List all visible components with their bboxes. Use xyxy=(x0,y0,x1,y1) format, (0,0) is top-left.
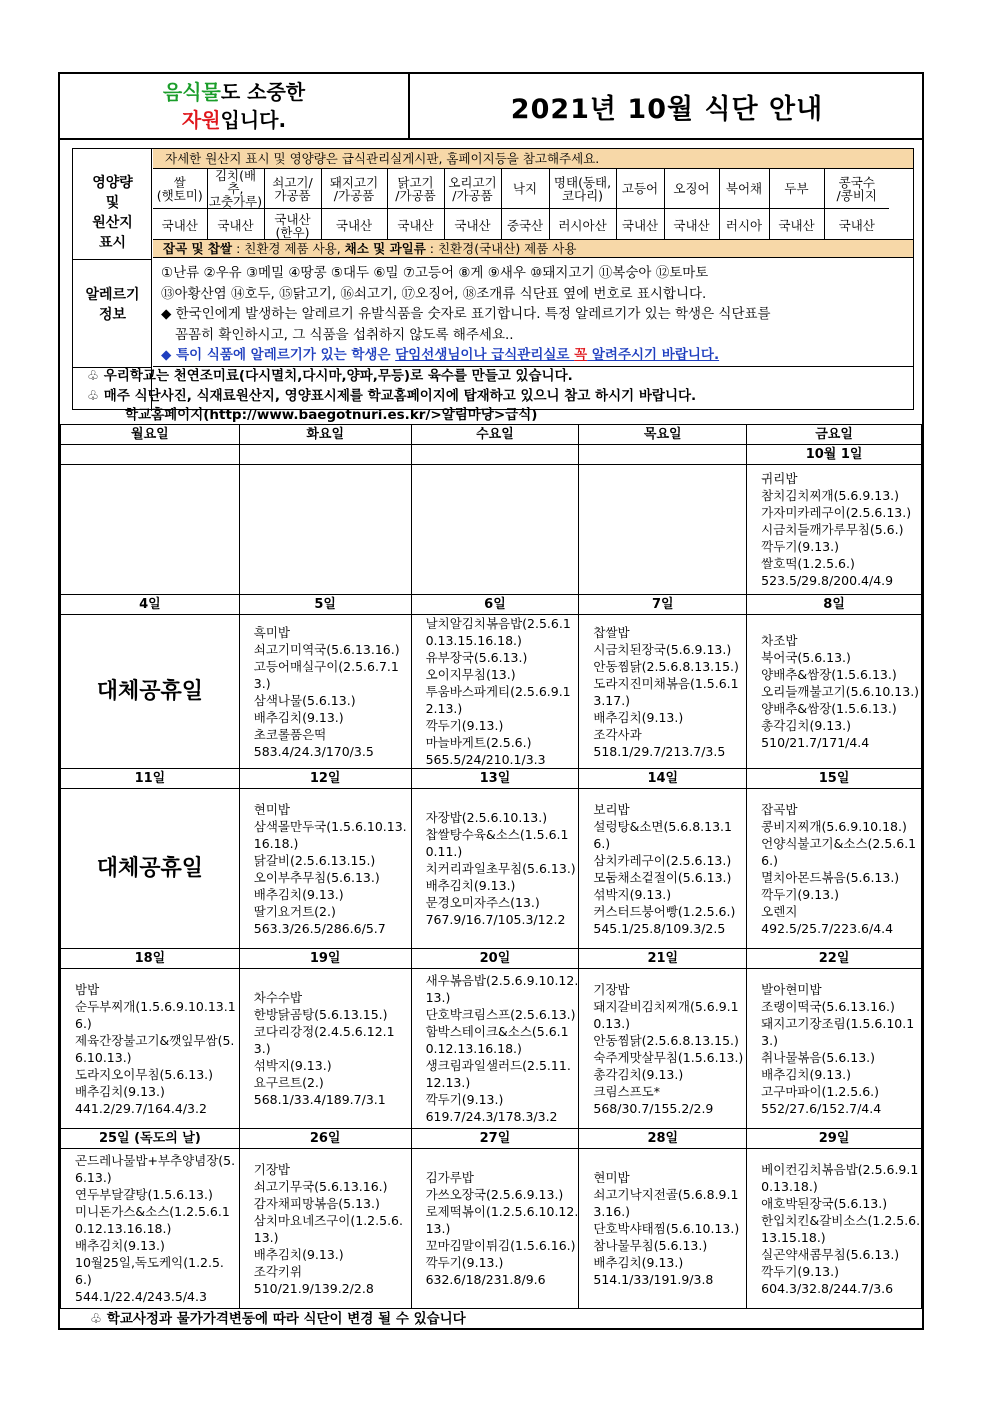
menu-cell xyxy=(579,969,747,1129)
menu-items: 흑미밥 쇠고기미역국(5.6.13.16.) 고등어매실구이(2.5.6.7.13.) 삼색나물(5.6.13.) 배추김치(9.13.) 초코롤품은떡 583.4/24.3/170/3.5 xyxy=(253,624,400,759)
origin-country: 러시아산 xyxy=(549,209,616,243)
weekday-header: 월요일 xyxy=(61,425,240,445)
date-cell xyxy=(411,445,579,465)
menu-cell xyxy=(239,615,411,769)
origin-country: 러시아 xyxy=(719,209,769,243)
note-homepage: ♧ 매주 식단사진, 식재료원산지, 영양표시제를 학교홈페이지에 탑재하고 있으니 참고 하시기 바랍니다. xyxy=(87,387,697,404)
notes xyxy=(87,367,913,426)
menu-cell xyxy=(579,789,747,949)
date-cell xyxy=(579,445,747,465)
origin-notice: 자세한 원산지 표시 및 영양량은 급식관리실게시판, 홈페이지등을 참고해주세요. xyxy=(153,149,913,169)
eco-notice: 잡곡 및 찹쌀 : 친환경 제품 사용, 채소 및 과일류 : 친환경(국내산) 제품 사용 xyxy=(153,239,913,258)
menu-items: 현미밥 삼색몰만두국(1.5.6.10.13.16.18.) 닭갈비(2.5.6.13.15.) 오이부추무침(5.6.13.) 배추김치(9.13.) 딸기요거트(2.) 563.3/26.5/286.6/5.7 xyxy=(253,801,407,936)
allergy-label: 알레르기 정보 xyxy=(85,287,140,323)
date-cell: 27일 xyxy=(411,1129,579,1149)
menu-cell xyxy=(239,969,411,1129)
origin-label: 영양량 및 원산지 표시 xyxy=(92,175,133,251)
date-cell: 22일 xyxy=(747,949,922,969)
menu-cell xyxy=(747,1149,922,1309)
menu-items: 찹쌀밥 시금치된장국(5.6.9.13.) 안동찜닭(2.5.6.8.13.15.) 도라지진미채볶음(1.5.6.13.17.) 배추김치(9.13.) 조각사과 518.1/29.7/213.7/3.5 xyxy=(593,624,739,759)
info-box xyxy=(72,148,914,423)
date-cell: 14일 xyxy=(579,769,747,789)
menu-cell xyxy=(411,1149,579,1309)
menu-items: 김가루밥 가쓰오장국(2.5.6.9.13.) 로제떡볶이(1.2.5.6.10.12.13.) 꼬마김말이튀김(1.5.6.16.) 깍두기(9.13.) 632.6/18/231.8/9.6 xyxy=(425,1170,579,1287)
menu-items: 날치알김치볶음밥(2.5.6.10.13.15.16.18.) 유부장국(5.6.13.) 오이지무침(13.) 투움바스파게티(2.5.6.9.12.13.) 깍두기(9.13.) 마늘바게트(2.5.6.) 565.5/24/210.1/3.3 xyxy=(425,616,571,767)
menu-cell xyxy=(747,789,922,949)
date-cell: 28일 xyxy=(579,1129,747,1149)
menu-items: 기장밥 쇠고기무국(5.6.13.16.) 감자채피망볶음(5.13.) 삼치마요네즈구이(1.2.5.6.13.) 배추김치(9.13.) 조각키위 510/21.9/139.2/2.8 xyxy=(253,1161,403,1296)
note-broth: ♧ 우리학교는 천연조미료(다시멸치,다시마,양파,무등)로 육수를 만들고 있습니다. xyxy=(87,368,573,384)
menu-cell xyxy=(411,465,579,595)
origin-country: 국내산 xyxy=(616,209,664,243)
slogan-text-2: 입니다. xyxy=(220,108,287,132)
origin-item: 고등어 xyxy=(616,169,664,209)
menu-items: 현미밥 쇠고기낙지전골(5.6.8.9.13.16.) 단호박샤태찜(5.6.10.13.) 참나물무침(5.6.13.) 배추김치(9.13.) 514.1/33/191.9/3.8 xyxy=(593,1170,740,1287)
origin-item: 두부 xyxy=(769,169,824,209)
date-cell: 8일 xyxy=(747,595,922,615)
origin-item: 돼지고기 /가공품 xyxy=(321,169,387,209)
origin-item: 김치(배추, 고춧가루) xyxy=(208,168,263,209)
allergy-info xyxy=(153,259,913,367)
origin-country: 국내산 xyxy=(153,209,207,243)
allergy-line-5: ◆ 특이 식품에 알레르기가 있는 학생은 담임선생님이나 급식관리실로 꼭 알려주시기 바랍니다. xyxy=(161,347,720,363)
holiday-cell: 대체공휴일 xyxy=(61,789,240,949)
footer-note: ♧ 학교사정과 물가가격변동에 따라 식단이 변경 될 수 있습니다 xyxy=(90,1311,466,1327)
date-cell: 21일 xyxy=(579,949,747,969)
date-cell: 18일 xyxy=(61,949,240,969)
menu-cell xyxy=(61,969,240,1129)
menu-cell xyxy=(747,615,922,769)
menu-items: 밤밥 순두부찌개(1.5.6.9.10.13.16.) 제육간장불고기&깻잎무쌈(5.6.10.13.) 도라지오이무침(5.6.13.) 배추김치(9.13.) 441.2/29.7/164.4/3.2 xyxy=(75,981,236,1116)
slogan xyxy=(60,74,410,138)
weekday-header: 화요일 xyxy=(239,425,411,445)
date-cell: 10월 1일 xyxy=(747,445,922,465)
menu-cell xyxy=(239,789,411,949)
origin-country: 국내산 (한우) xyxy=(264,209,321,243)
date-cell: 26일 xyxy=(239,1129,411,1149)
origin-country: 국내산 xyxy=(207,209,264,243)
menu-page xyxy=(58,72,924,1330)
date-cell xyxy=(239,445,411,465)
menu-cell xyxy=(411,969,579,1129)
origin-country: 중국산 xyxy=(501,209,549,243)
date-cell: 15일 xyxy=(747,769,922,789)
date-cell: 7일 xyxy=(579,595,747,615)
date-cell: 5일 xyxy=(239,595,411,615)
menu-items: 곤드레나물밥+부추양념장(5.6.13.) 연두부달걀탕(1.5.6.13.) 미니돈가스&소스(1.2.5.6.10.12.13.16.18.) 배추김치(9.13.) 10월25일,독도케익(1.2.5.6.) 544.1/22.4/243.5/4.3 xyxy=(75,1153,236,1304)
menu-items: 기장밥 돼지갈비김치찌개(5.6.9.10.13.) 안동찜닭(2.5.6.8.13.15.) 숙주게맛살무침(1.5.6.13.) 총각김치(9.13.) 크림스프도* 568/30.7/155.2/2.9 xyxy=(593,981,744,1116)
origin-table xyxy=(153,169,889,243)
date-cell: 11일 xyxy=(61,769,240,789)
date-cell: 19일 xyxy=(239,949,411,969)
menu-cell xyxy=(239,465,411,595)
date-cell: 6일 xyxy=(411,595,579,615)
menu-items: 잡곡밥 콩비지찌개(5.6.9.10.18.) 언양식불고기&소스(2.5.6.16.) 멸치아몬드볶음(5.6.13.) 깍두기(9.13.) 오렌지 492.5/25.7/223.6/4.4 xyxy=(761,801,917,936)
origin-item: 콩국수 /콩비지 xyxy=(824,169,889,209)
slogan-highlight-resource: 자원 xyxy=(181,108,221,132)
origin-item: 닭고기 /가공품 xyxy=(387,169,444,209)
holiday-cell: 대체공휴일 xyxy=(61,615,240,769)
origin-item: 오징어 xyxy=(664,169,719,209)
allergy-line-2: ⑬아황산염 ⑭호두, ⑮닭고기, ⑯쇠고기, ⑰오징어, ⑱조개류 식단표 옆에 번호로 표시합니다. xyxy=(161,285,707,302)
date-cell: 20일 xyxy=(411,949,579,969)
menu-items: 베이컨김치볶음밥(2.5.6.9.10.13.18.) 애호박된장국(5.6.13.) 한입치킨&갈비소스(1.2.5.6.13.15.18.) 실곤약새콤무침(5.6.13.) 깍두기(9.13.) 604.3/32.8/244.7/3.6 xyxy=(761,1161,921,1296)
date-cell: 25일 (독도의 날) xyxy=(61,1129,240,1149)
origin-country: 국내산 xyxy=(769,209,824,243)
weekday-header: 금요일 xyxy=(747,425,922,445)
menu-items: 보리밥 설렁탕&소면(5.6.8.13.16.) 삼치카레구이(2.5.6.13.) 모둠채소겉절이(5.6.13.) 섞박지(9.13.) 커스터드붕어빵(1.2.5.6.) 545.1/25.8/109.3/2.5 xyxy=(593,801,736,936)
header xyxy=(60,74,922,140)
menu-cell xyxy=(411,615,579,769)
weekday-header: 목요일 xyxy=(579,425,747,445)
menu-items: 새우볶음밥(2.5.6.9.10.12.13.) 단호박크림스프(2.5.6.13.) 함박스테이크&소스(5.6.10.12.13.16.18.) 생크림과일샐러드(2.5.11.12.13.) 깍두기(9.13.) 619.7/24.3/178.3/3.2 xyxy=(425,973,579,1124)
date-cell: 13일 xyxy=(411,769,579,789)
slogan-text-1: 도 소중한 xyxy=(220,80,306,104)
origin-item: 오리고기 /가공품 xyxy=(444,169,501,209)
menu-cell xyxy=(747,969,922,1129)
page-title: 2021년 10월 식단 안내 xyxy=(510,93,824,125)
origin-item: 낙지 xyxy=(501,169,549,209)
origin-country: 국내산 xyxy=(321,209,387,243)
origin-item: 쌀 (햇토미) xyxy=(153,169,207,209)
origin-country: 국내산 xyxy=(664,209,719,243)
date-cell xyxy=(61,445,240,465)
origin-item: 북어채 xyxy=(719,169,769,209)
origin-country: 국내산 xyxy=(387,209,444,243)
menu-items: 발아현미밥 조랭이떡국(5.6.13.16.) 돼지고기장조림(1.5.6.10.13.) 취나물볶음(5.6.13.) 배추김치(9.13.) 고구마파이(1.2.5.6.) 552/27.6/152.7/4.4 xyxy=(761,981,915,1116)
origin-country: 국내산 xyxy=(824,209,889,243)
allergy-line-3: ◆ 한국인에게 발생하는 알레르기 유발식품을 숫자로 표기합니다. 특정 알레르기가 있는 학생은 식단표를 xyxy=(161,306,771,322)
homepage-link[interactable]: 학교홈페이지(http://www.baegotnuri.es.kr/>알림마당>급식) xyxy=(125,407,538,423)
menu-cell xyxy=(747,465,922,595)
date-cell: 29일 xyxy=(747,1129,922,1149)
date-cell: 12일 xyxy=(239,769,411,789)
origin-country: 국내산 xyxy=(444,209,501,243)
origin-item: 명태(동태, 코다리) xyxy=(549,169,616,209)
menu-items: 자장밥(2.5.6.10.13.) 찹쌀탕수육&소스(1.5.6.10.11.) 치커리과일초무침(5.6.13.) 배추김치(9.13.) 문경오미자주스(13.) 767.9/16.7/105.3/12.2 xyxy=(425,810,576,927)
menu-cell xyxy=(239,1149,411,1309)
allergy-line-4: 꼼꼼히 확인하시고, 그 식품을 섭취하지 않도록 해주세요.. xyxy=(175,326,514,343)
menu-cell xyxy=(61,465,240,595)
weekday-header: 수요일 xyxy=(411,425,579,445)
menu-cell xyxy=(579,615,747,769)
allergy-line-1: ①난류 ②우유 ③메밀 ④땅콩 ⑤대두 ⑥밀 ⑦고등어 ⑧게 ⑨새우 ⑩돼지고기 ⑪복숭아 ⑫토마토 xyxy=(161,265,709,281)
menu-cell xyxy=(579,1149,747,1309)
menu-cell xyxy=(61,1149,240,1309)
menu-table xyxy=(60,424,922,1309)
origin-item: 쇠고기/ 가공품 xyxy=(264,169,321,209)
menu-items: 귀리밥 참치김치찌개(5.6.9.13.) 가자미카레구이(2.5.6.13.) 시금치들깨가루무침(5.6.) 깍두기(9.13.) 쌀호떡(1.2.5.6.) 523.5/29.8/200.4/4.9 xyxy=(761,471,912,588)
slogan-highlight-food: 음식물 xyxy=(162,80,221,104)
menu-items: 차조밥 북어국(5.6.13.) 양배추&쌈장(1.5.6.13.) 오리들깨불고기(5.6.10.13.) 양배추&쌈장(1.5.6.13.) 총각김치(9.13.) 510/21.7/171/4.4 xyxy=(761,633,920,750)
menu-items: 차수수밥 한방닭곰탕(5.6.13.15.) 코다리강정(2.4.5.6.12.13.) 섞박지(9.13.) 요구르트(2.) 568.1/33.4/189.7/3.1 xyxy=(253,990,395,1107)
date-cell: 4일 xyxy=(61,595,240,615)
menu-cell xyxy=(411,789,579,949)
menu-cell xyxy=(579,465,747,595)
